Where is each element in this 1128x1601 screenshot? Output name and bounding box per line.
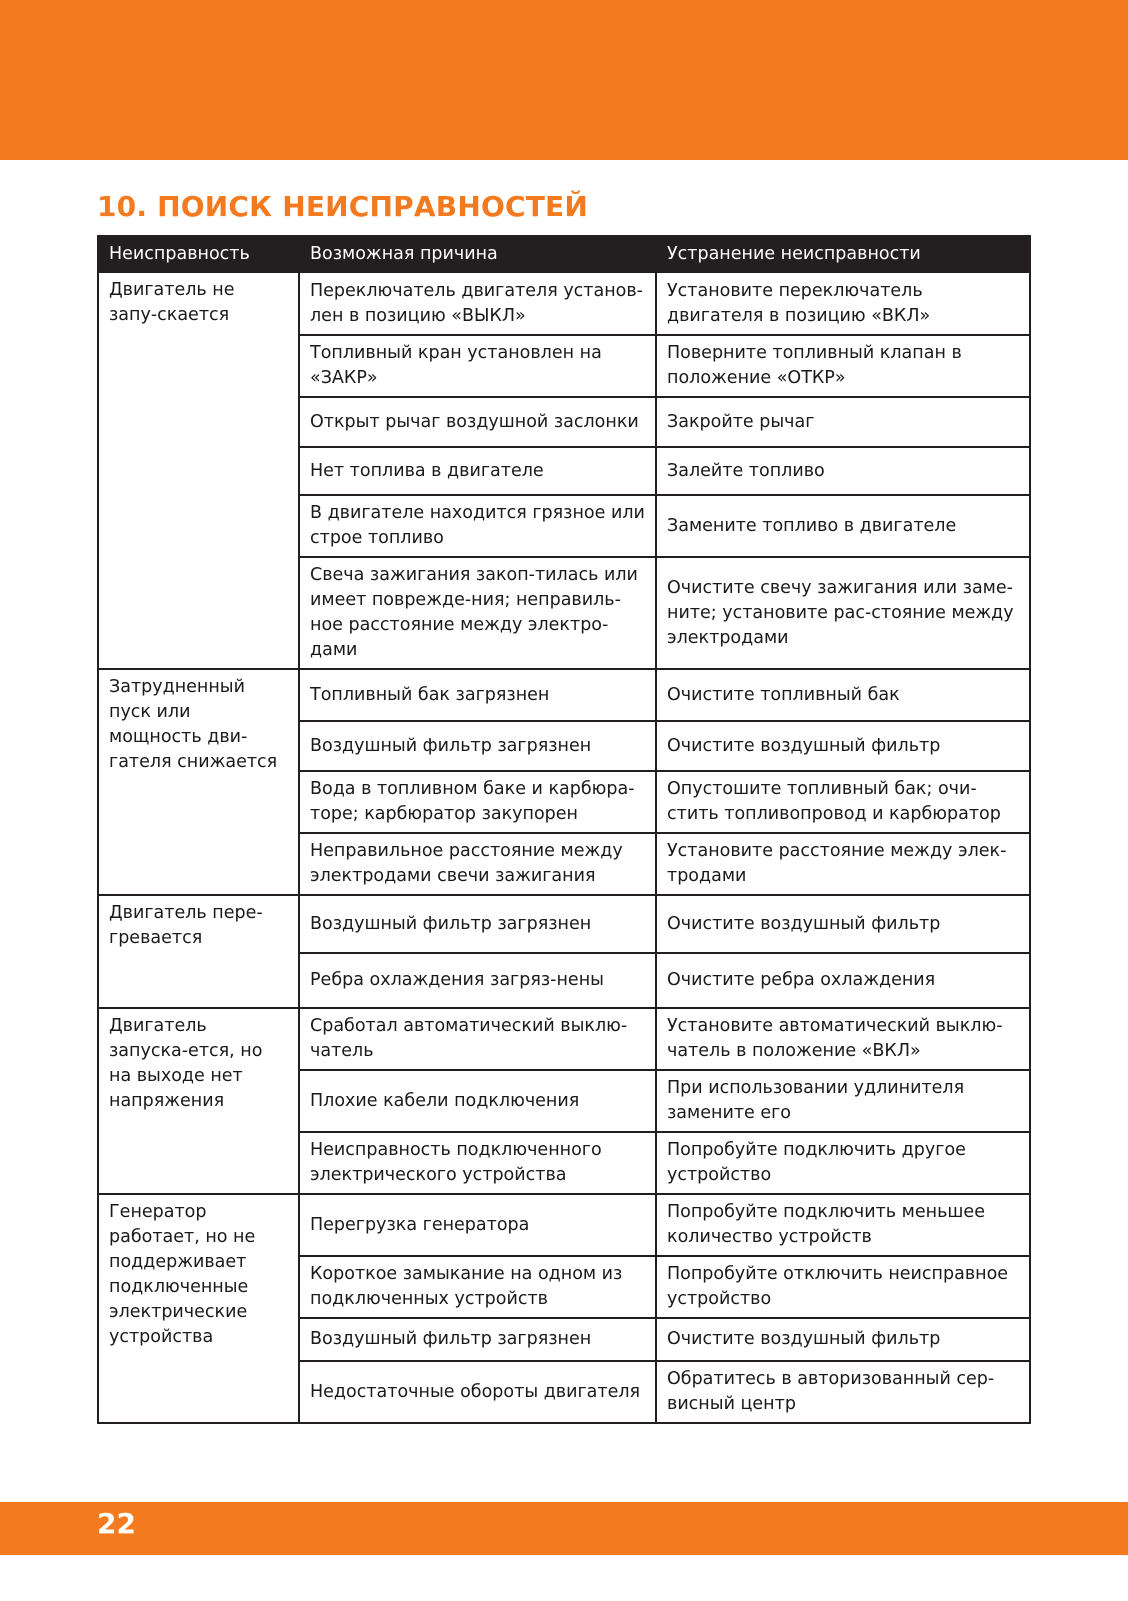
cause-cell: Сработал автоматический выклю-чатель — [299, 1008, 656, 1070]
cause-cell: Топливный бак загрязнен — [299, 669, 656, 721]
section-title: 10. ПОИСК НЕИСПРАВНОСТЕЙ — [97, 190, 588, 223]
cause-cell: Недостаточные обороты двигателя — [299, 1361, 656, 1423]
cause-cell: Неправильное расстояние между электродами свечи зажигания — [299, 833, 656, 895]
fix-cell: При использовании удлинителя замените его — [656, 1070, 1030, 1132]
table-row — [98, 1008, 1030, 1070]
fix-cell: Поверните топливный клапан в положение «ОТКР» — [656, 335, 1030, 397]
header-fault: Неисправность — [98, 236, 299, 272]
fix-cell: Очистите воздушный фильтр — [656, 895, 1030, 953]
cause-cell: Открыт рычаг воздушной заслонки — [299, 397, 656, 447]
cause-cell: Топливный кран установлен на «ЗАКР» — [299, 335, 656, 397]
cause-cell: Воздушный фильтр загрязнен — [299, 1318, 656, 1361]
cause-cell: Воздушный фильтр загрязнен — [299, 721, 656, 771]
cause-cell: Нет топлива в двигателе — [299, 447, 656, 495]
fix-cell: Установите расстояние между элек-тродами — [656, 833, 1030, 895]
fix-cell: Закройте рычаг — [656, 397, 1030, 447]
fix-cell: Опустошите топливный бак; очи-стить топливопровод и карбюратор — [656, 771, 1030, 833]
cause-cell: Ребра охлаждения загряз-нены — [299, 953, 656, 1008]
fix-cell: Очистите свечу зажигания или заме-ните; установите рас-стояние между электродами — [656, 557, 1030, 669]
cause-cell: Воздушный фильтр загрязнен — [299, 895, 656, 953]
header-fix: Устранение неисправности — [656, 236, 1030, 272]
table-row — [98, 895, 1030, 953]
cause-cell: Переключатель двигателя установ-лен в позицию «ВЫКЛ» — [299, 272, 656, 335]
table-header-row — [98, 236, 1030, 272]
fix-cell: Попробуйте подключить другое устройство — [656, 1132, 1030, 1194]
fix-cell: Очистите топливный бак — [656, 669, 1030, 721]
cause-cell: Неисправность подключенного электрического устройства — [299, 1132, 656, 1194]
header-cause: Возможная причина — [299, 236, 656, 272]
fault-cell: Генератор работает, но не поддерживает подключенные электрические устройства — [98, 1194, 299, 1423]
fix-cell: Замените топливо в двигателе — [656, 495, 1030, 557]
cause-cell: В двигателе находится грязное или строе топливо — [299, 495, 656, 557]
fix-cell: Очистите ребра охлаждения — [656, 953, 1030, 1008]
fix-cell: Установите переключатель двигателя в позицию «ВКЛ» — [656, 272, 1030, 335]
cause-cell: Перегрузка генератора — [299, 1194, 656, 1256]
bottom-orange-band — [0, 1502, 1128, 1555]
table-row — [98, 272, 1030, 335]
cause-cell: Свеча зажигания закоп-тилась или имеет поврежде-ния; неправиль-ное расстояние между электро-дами — [299, 557, 656, 669]
page-number: 22 — [97, 1507, 136, 1540]
fix-cell: Залейте топливо — [656, 447, 1030, 495]
fault-cell: Затрудненный пуск или мощность дви-гателя снижается — [98, 669, 299, 895]
troubleshooting-table — [97, 235, 1031, 1424]
table-row — [98, 1194, 1030, 1256]
cause-cell: Плохие кабели подключения — [299, 1070, 656, 1132]
cause-cell: Короткое замыкание на одном из подключенных устройств — [299, 1256, 656, 1318]
fault-cell: Двигатель запуска-ется, но на выходе нет напряжения — [98, 1008, 299, 1194]
fault-cell: Двигатель пере-гревается — [98, 895, 299, 1008]
fix-cell: Попробуйте отключить неисправное устройство — [656, 1256, 1030, 1318]
fix-cell: Обратитесь в авторизованный сер-висный центр — [656, 1361, 1030, 1423]
fix-cell: Очистите воздушный фильтр — [656, 1318, 1030, 1361]
table-row — [98, 669, 1030, 721]
cause-cell: Вода в топливном баке и карбюра-торе; карбюратор закупорен — [299, 771, 656, 833]
fix-cell: Попробуйте подключить меньшее количество устройств — [656, 1194, 1030, 1256]
fix-cell: Установите автоматический выклю-чатель в положение «ВКЛ» — [656, 1008, 1030, 1070]
fix-cell: Очистите воздушный фильтр — [656, 721, 1030, 771]
fault-cell: Двигатель не запу-скается — [98, 272, 299, 669]
top-orange-band — [0, 0, 1128, 160]
